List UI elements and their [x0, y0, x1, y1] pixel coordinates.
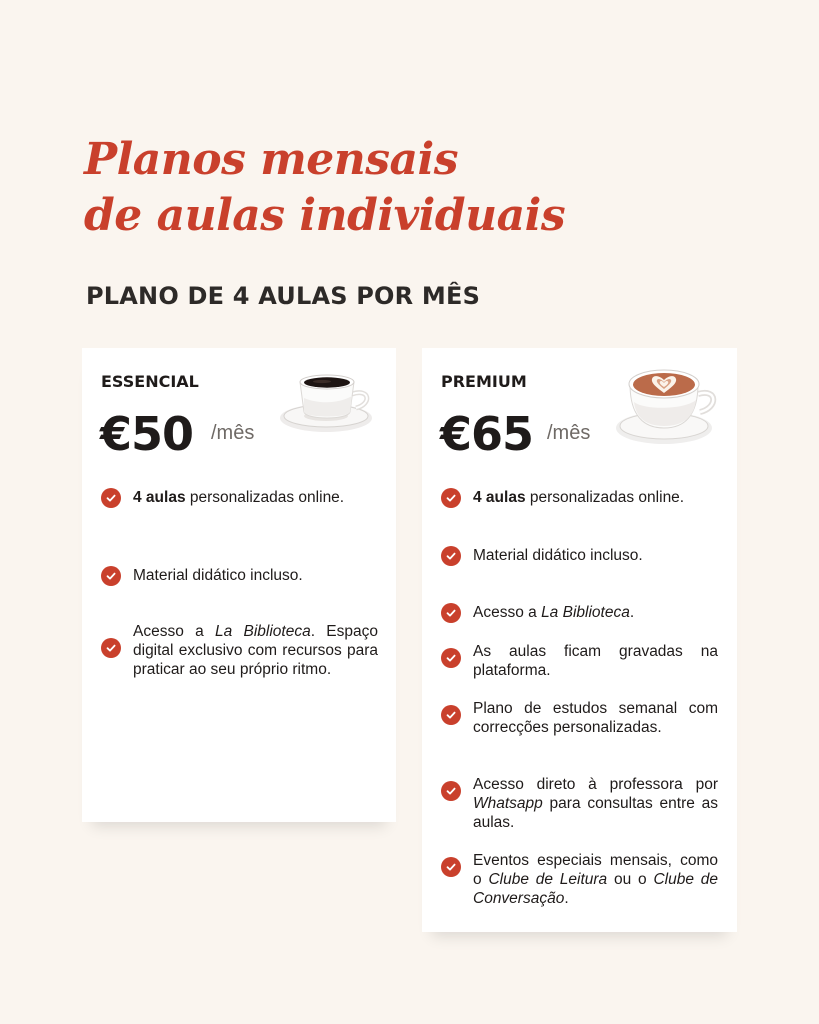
- check-icon: [441, 546, 461, 566]
- plan-name: PREMIUM: [441, 372, 527, 391]
- feature-text: 4 aulas personalizadas online.: [473, 489, 685, 506]
- plan-card-essencial: [82, 348, 396, 822]
- price-period: /mês: [547, 422, 591, 444]
- check-icon: [441, 857, 461, 877]
- check-icon: [101, 638, 121, 658]
- feature-text: As aulas ficam gravadas na plataforma.: [473, 643, 718, 679]
- feature-item: [441, 775, 718, 832]
- title-line-2: de aulas individuais: [84, 190, 566, 241]
- feature-item: [101, 488, 378, 508]
- plan-price: €65: [440, 407, 534, 461]
- feature-item: [441, 642, 718, 680]
- price-period: /mês: [211, 422, 255, 444]
- feature-item: [441, 851, 718, 908]
- plan-name: ESSENCIAL: [101, 372, 199, 391]
- feature-item: [441, 699, 718, 737]
- feature-text: Plano de estudos semanal com correcções personalizadas.: [473, 700, 718, 736]
- feature-item: [441, 546, 718, 566]
- feature-text: Material didático incluso.: [473, 547, 643, 564]
- feature-text: Eventos especiais mensais, como o Clube de Leitura ou o Clube de Conversação.: [473, 852, 719, 907]
- check-icon: [441, 781, 461, 801]
- feature-text: Material didático incluso.: [133, 567, 303, 584]
- check-icon: [441, 705, 461, 725]
- check-icon: [441, 603, 461, 623]
- feature-text: 4 aulas personalizadas online.: [133, 489, 345, 506]
- feature-item: [441, 488, 718, 508]
- plan-card-premium: [422, 348, 737, 932]
- espresso-cup-icon: [278, 358, 382, 438]
- feature-text: Acesso a La Biblioteca.: [473, 604, 635, 621]
- feature-text: Acesso direto à professora por Whatsapp para consultas entre as aulas.: [473, 776, 718, 831]
- check-icon: [101, 488, 121, 508]
- feature-item: [441, 603, 718, 623]
- page-title: [84, 132, 565, 244]
- latte-cup-icon: [614, 358, 724, 450]
- title-line-1: Planos mensais: [84, 134, 459, 185]
- check-icon: [101, 566, 121, 586]
- check-icon: [441, 488, 461, 508]
- feature-item: [101, 622, 378, 679]
- feature-text: Acesso a La Biblioteca. Espaço digital exclusivo com recursos para praticar ao seu próprio ritmo.: [133, 623, 379, 678]
- check-icon: [441, 648, 461, 668]
- plan-price: €50: [100, 407, 194, 461]
- feature-item: [101, 566, 378, 586]
- plan-subtitle: PLANO DE 4 AULAS POR MÊS: [86, 282, 481, 310]
